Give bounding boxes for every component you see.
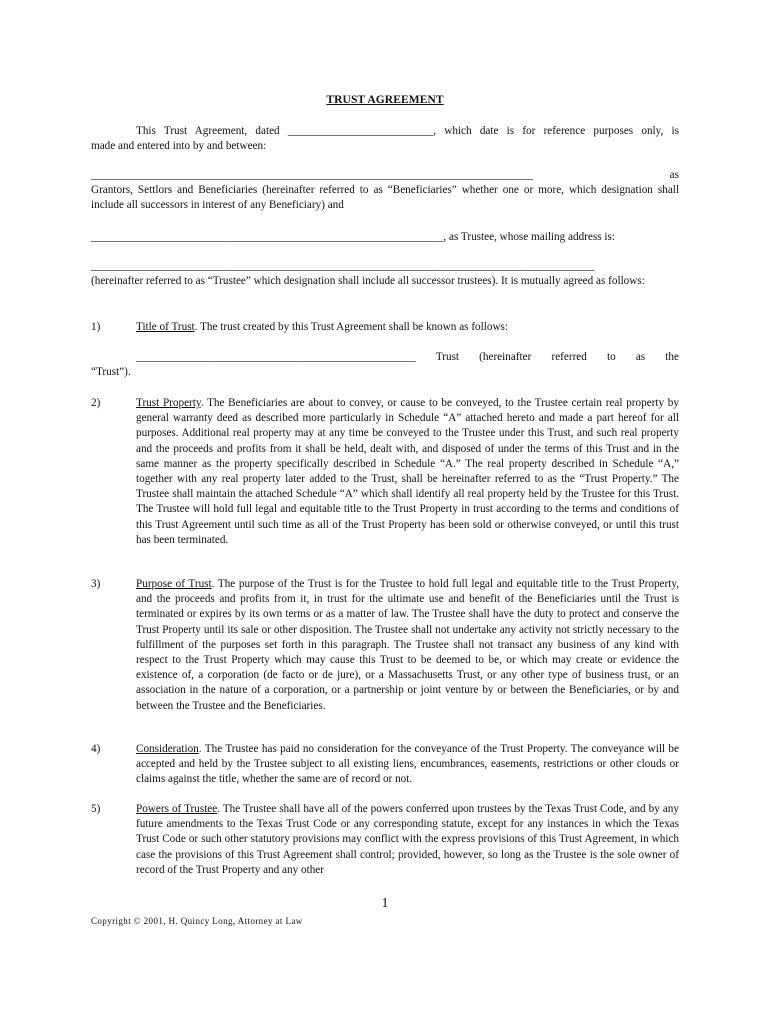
grantor-line bbox=[91, 168, 679, 183]
trust-name-word: the bbox=[665, 351, 679, 363]
intro-line-1: This Trust Agreement, dated __________________________, which date is for reference purposes only, is bbox=[136, 125, 679, 137]
document-title: TRUST AGREEMENT bbox=[326, 94, 444, 106]
section-3-heading: Purpose of Trust bbox=[136, 578, 212, 590]
section-2-number: 2) bbox=[91, 397, 101, 409]
grantor-text: Grantors, Settlors and Beneficiaries (hereinafter referred to as “Beneficiaries” whether one or more, which designation shall include all successors in interest of any Beneficiary) and bbox=[91, 184, 679, 212]
trust-name-word: Trust bbox=[435, 351, 460, 363]
trustee-designation: (hereinafter referred to as “Trustee” which designation shall include all successor trustees). It is mutually agreed as follows: bbox=[91, 275, 645, 287]
section-3-body: . The purpose of the Trust is for the Trustee to hold full legal and equitable title to the Trust Property, and the proceeds and profits from it, in trust for the ultimate use and benefit of the Beneficiaries until the Trust is terminated or expires by its own terms or as a matter of law. The Trustee shall have the duty to protect and conserve the Trust Property until its sale or other disposition. The Trustee shall not undertake any activity not strictly necessary to the fulfillment of the purposes set forth in this paragraph. The Trustee shall not transact any business of any kind with respect to the Trust Property which may cause this Trust to be deemed to be, or which may create or evidence the existence of, a corporation (de facto or de jure), or a Massachusetts Trust, or any other type of business trust, or an association in the nature of a corporation, or a partnership or joint venture by or between the Beneficiaries, or by and between the Trustee and the Beneficiaries. bbox=[136, 578, 680, 712]
section-2-heading: Trust Property bbox=[136, 397, 201, 409]
grantor-as: as bbox=[669, 169, 679, 181]
section-4-number: 4) bbox=[91, 743, 101, 755]
trust-name-line bbox=[136, 350, 679, 365]
copyright-footer: Copyright © 2001, H. Quincy Long, Attorney at Law bbox=[91, 916, 303, 926]
section-1-body: . The trust created by this Trust Agreement shall be known as follows: bbox=[194, 321, 508, 333]
trust-name-word: to bbox=[607, 351, 616, 363]
grantor-blank: _______________________________________________________________________________ bbox=[91, 169, 533, 181]
intro-line-2: made and entered into by and between: bbox=[91, 140, 267, 152]
section-5-number: 5) bbox=[91, 803, 101, 815]
trustee-line: _______________________________________________________________, as Trustee, whose mailing address is: bbox=[91, 231, 615, 243]
trust-name-word: as bbox=[635, 351, 646, 363]
page-number: 1 bbox=[381, 896, 389, 911]
section-1-text bbox=[136, 320, 679, 335]
section-4-heading: Consideration bbox=[136, 743, 199, 755]
section-4-body: . The Trustee has paid no consideration for the conveyance of the Trust Property. The conveyance will be accepted and held by the Trustee subject to all existing liens, encumbrances, easements, restrictions or other clouds or claims against the title, whether the same are of record or not. bbox=[136, 743, 679, 786]
trust-name-end: “Trust”). bbox=[91, 366, 131, 378]
section-3-text bbox=[136, 577, 679, 714]
trust-name-word: (hereinafter bbox=[479, 351, 532, 363]
trust-name-word: referred bbox=[551, 351, 587, 363]
section-5-heading: Powers of Trustee bbox=[136, 803, 218, 815]
section-5-text bbox=[136, 802, 679, 878]
trust-name-blank: __________________________________________________ bbox=[136, 351, 416, 363]
section-4-text bbox=[136, 742, 679, 788]
section-5-body: . The Trustee shall have all of the powers conferred upon trustees by the Texas Trust Code, and by any future amendments to the Texas Trust Code or any corresponding statute, except for any instances in which the Texas Trust Code or such other statutory provisions may conflict with the express provisions of this Trust Agreement, in which case the provisions of this Trust Agreement shall control; provided, however, so long as the Trustee is the sole owner of record of the Trust Property and any other bbox=[136, 803, 679, 876]
section-2-text bbox=[136, 396, 679, 548]
section-2-body: . The Beneficiaries are about to convey, or cause to be conveyed, to the Trustee certain real property by general warranty deed as described more particularly in Schedule “A” attached hereto and made a part hereof for all purposes. Additional real property may at any time be conveyed to the Trustee under this Trust, and such real property and the proceeds and profits from it shall be held, dealt with, and disposed of under the terms of this Trust and in the same manner as the property specifically described in Schedule “A.” The real property described in Schedule “A,” together with any real property later added to the Trust, shall be hereinafter referred to as the “Trust Property.” The Trustee shall maintain the attached Schedule “A” which shall identify all real property held by the Trustee for this Trust. The Trustee will hold full legal and equitable title to the Trust Property in trust according to the terms and conditions of this Trust Agreement until such time as all of the Trust Property has been sold or otherwise conveyed, or until this trust has been terminated. bbox=[136, 397, 679, 546]
section-3-number: 3) bbox=[91, 578, 101, 590]
address-blank: __________________________________________________________________________________________ bbox=[91, 260, 595, 272]
section-1-heading: Title of Trust bbox=[136, 321, 195, 333]
section-1-number: 1) bbox=[91, 321, 101, 333]
